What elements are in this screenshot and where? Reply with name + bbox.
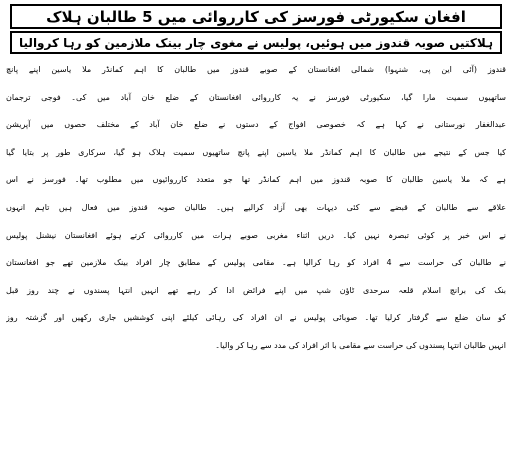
subheadline: ہلاکتیں صوبہ قندوز میں ہوئیں، پولیس نے مغوی چار بینک ملازمین کو رہا کروالیا: [19, 35, 493, 50]
body-line: انہیں طالبان انتہا پسندوں کی حراست سے مقامی با اثر افراد کی مدد سے رہا کر والیا۔: [215, 340, 506, 350]
body-line: کیا جس کے نتیجے میں طالبان کا اہم کمانڈر ملا یاسین اپنے پانچ ساتھیوں سمیت ہلاک ہو گیا، سرکاری طور پر بتایا گیا: [6, 147, 506, 157]
body-line: ساتھیوں سمیت مارا گیا، سکیورٹی فورسز نے یہ کارروائی افغانستان کے ضلع خان آباد میں کی۔ فوجی ترجمان: [6, 92, 506, 102]
body-line: نے طالبان کی حراست سے 4 افراد کو رہا کرالیا ہے۔ مقامی پولیس کے مطابق چار افراد بینک ملازمین تھے جو افغانستان: [6, 258, 506, 268]
headline-box: [10, 4, 502, 29]
body-line: کو سان ضلع سے گرفتار کرلیا تھا۔ صوبائی پولیس نے ان افراد کی رہائی کیلئے اپنی کوششیں جاری رکھیں اور گزشتہ روز: [6, 313, 506, 323]
body-line: علاقے سے طالبان کے قبضے سے کئی دیہات بھی آزاد کرالیے ہیں۔ طالبان صوبہ قندوز میں فعال ہیں تاہم انہوں: [6, 202, 506, 212]
article-body: [6, 56, 506, 360]
body-line: نے اس خبر پر کوئی تبصرہ نہیں کیا۔ دریں اثناء مغربی صوبے ہرات میں کارروائی کرتے ہوئے افغانستان نیشنل پولیس: [6, 230, 506, 240]
body-line: عبدالغفار نورستانی نے کہا ہے کہ خصوصی افواج کے دستوں نے ضلع خان آباد کے مختلف حصوں میں آپریشن: [6, 120, 506, 130]
body-line: ہے کہ ملا یاسین طالبان کا صوبہ قندوز میں اہم کمانڈر تھا جو متعدد کارروائیوں میں مطلوب تھا۔ فورسز نے اس: [6, 175, 506, 185]
headline: افغان سکیورٹی فورسز کی کارروائی میں 5 طالبان ہلاک: [46, 7, 466, 26]
body-line: بنک کی برانچ اسلام قلعہ سرحدی ٹاؤن شپ میں اپنے فرائض ادا کر رہے تھے انہیں انتہا پسندوں نے چند روز قبل: [6, 285, 506, 295]
body-line: قندوز (آئی این پی، شنہوا) شمالی افغانستان کے صوبے قندوز میں طالبان کا اہم کمانڈر ملا یاسین اپنے پانچ: [6, 65, 506, 74]
subheadline-box: [10, 31, 502, 54]
